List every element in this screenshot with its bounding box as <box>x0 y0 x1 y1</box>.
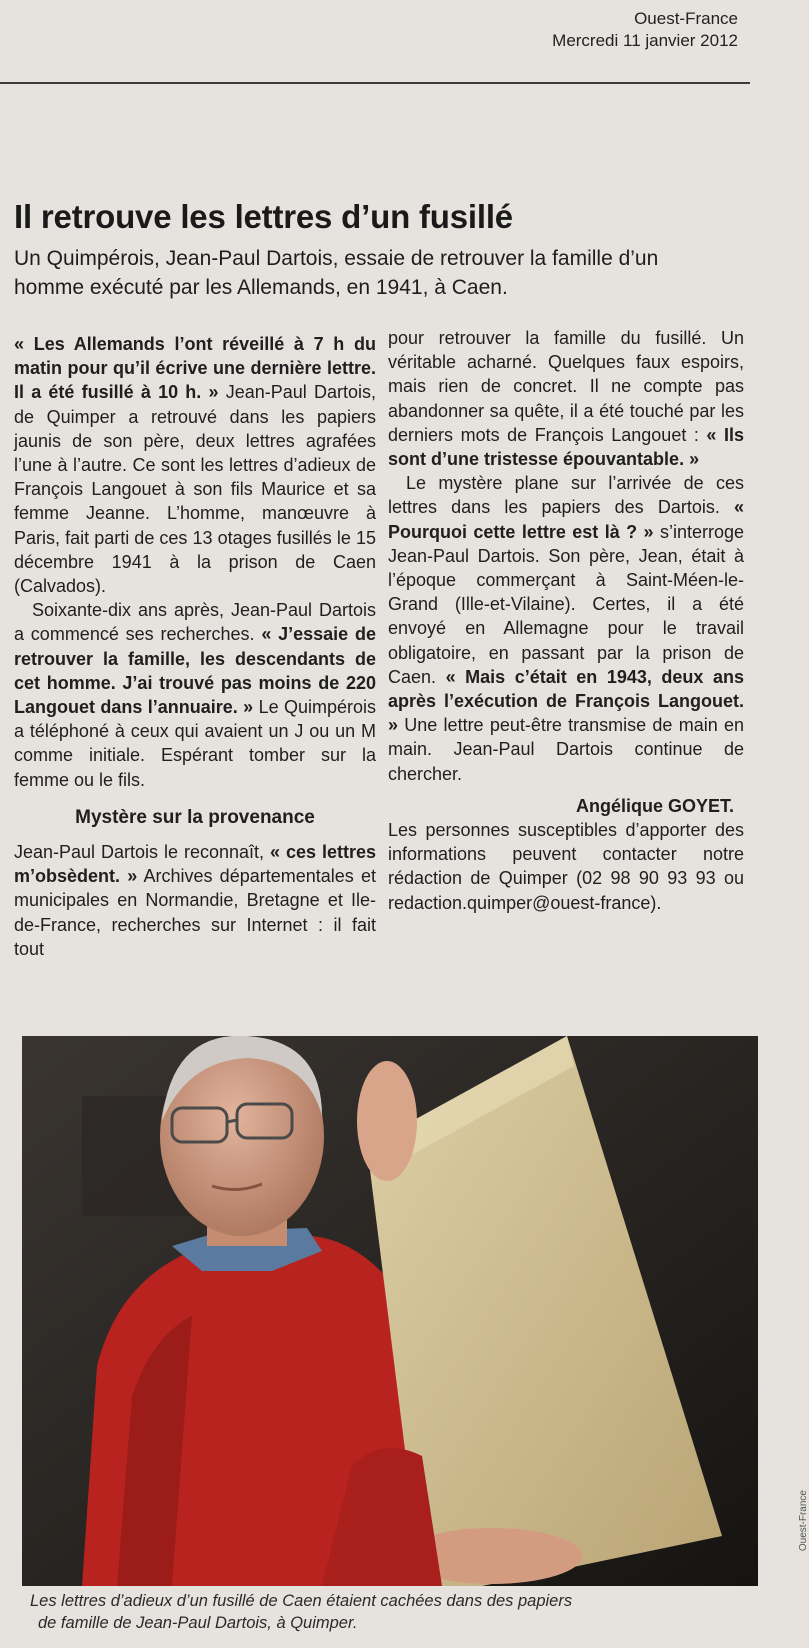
quote-bold: « Ils sont d’une tristesse épouvantable. » <box>388 424 744 470</box>
paragraph-1 <box>14 332 376 598</box>
article-headline: Il retrouve les lettres d’un fusillé <box>14 198 513 235</box>
photo-caption <box>30 1590 730 1634</box>
paragraph-4 <box>388 326 744 471</box>
paragraph-text: s’interroge Jean-Paul Dartois. Son père, Jean, était à l’époque commerçant à Saint-Méen-le-Grand (Ille-et-Vilaine). Certes, il a été envoyé en Allemagne pour le travail obligatoire, en passant par la prison de Caen. <box>388 521 745 687</box>
quote-bold: « Les Allemands l’ont réveillé à 7 h du matin pour qu’il écrive une dernière lettre. Il a été fusillé à 10 h. » <box>14 334 376 403</box>
header-rule <box>0 82 750 84</box>
paragraph-text: pour retrouver la famille du fusillé. Un véritable acharné. Quelques faux espoirs, mais rien de concret. Il ne compte pas abandonner sa quête, il a été touché par les derniers mots de François Langouet : <box>388 328 744 445</box>
paragraph-text: Une lettre peut-être transmise de main en main. Jean-Paul Dartois continue de chercher. <box>388 715 744 784</box>
masthead <box>552 8 738 52</box>
section-subheading: Mystère sur la provenance <box>75 806 315 828</box>
paragraph-text: Archives départementales et municipales en Normandie, Bretagne et Ile-de-France, recherches sur Internet : il fait tout <box>14 866 376 959</box>
quote-bold: « Pourquoi cette lettre est là ? » <box>388 497 744 542</box>
quote-bold: « Mais c’était en 1943, deux ans après l’exécution de François Langouet. » <box>388 666 744 736</box>
bleed-through-text <box>175 20 221 71</box>
article-lead: Un Quimpérois, Jean-Paul Dartois, essaie de retrouver la famille d’un homme exécuté par les Allemands, en 1941, à Caen. <box>14 247 659 299</box>
paragraph-text: Le Quimpérois a téléphoné à ceux qui avaient un J ou un M comme initiale. Espérant tomber sur la femme ou le fils. <box>14 697 376 790</box>
paragraph-2 <box>14 598 376 792</box>
photo-illustration <box>22 1036 758 1586</box>
publication-date: Mercredi 11 janvier 2012 <box>552 31 738 50</box>
article-photo <box>22 1036 758 1586</box>
paragraph-text: Jean-Paul Dartois le reconnaît, <box>14 842 270 863</box>
article-column-2 <box>388 326 744 915</box>
contact-info: Les personnes susceptibles d’apporter des informations peuvent contacter notre rédaction de Quimper (02 98 90 93 93 ou redaction.quimper@ouest-france). <box>388 820 744 913</box>
paragraph-text: Soixante-dix ans après, Jean-Paul Dartois a commencé ses recherches. <box>14 600 376 645</box>
newspaper-name: Ouest-France <box>634 9 738 28</box>
caption-line-2: de famille de Jean-Paul Dartois, à Quimper. <box>38 1614 358 1632</box>
paragraph-3 <box>14 840 376 961</box>
photo-credit: Ouest-France <box>798 1490 809 1552</box>
paragraph-text: Le mystère plane sur l’arrivée de ces lettres dans les papiers des Dartois. <box>388 473 744 518</box>
author-signature: Angélique GOYET. <box>575 795 734 816</box>
caption-line-1: Les lettres d’adieux d’un fusillé de Caen étaient cachées dans des papiers <box>30 1592 573 1610</box>
paragraph-text: Jean-Paul Dartois, de Quimper a retrouvé dans les papiers jaunis de son père, deux lettres agrafées l’une à l’autre. Ce sont les lettres d’adieux de François Langouet à son fils Maurice et sa femme Jeanne. L’homme, manœuvre à Paris, fait parti de ces 13 otages fusillés le 15 décembre 1941 à la prison de Caen (Calvados). <box>14 382 376 597</box>
quote-bold: « J’essaie de retrouver la famille, les descendants de cet homme. J’ai trouvé pas moins de 220 Langouet dans l’annuaire. » <box>14 624 376 718</box>
article-column-1 <box>14 332 376 961</box>
paragraph-5 <box>388 471 744 786</box>
quote-bold: « ces lettres m’obsèdent. » <box>14 842 376 887</box>
